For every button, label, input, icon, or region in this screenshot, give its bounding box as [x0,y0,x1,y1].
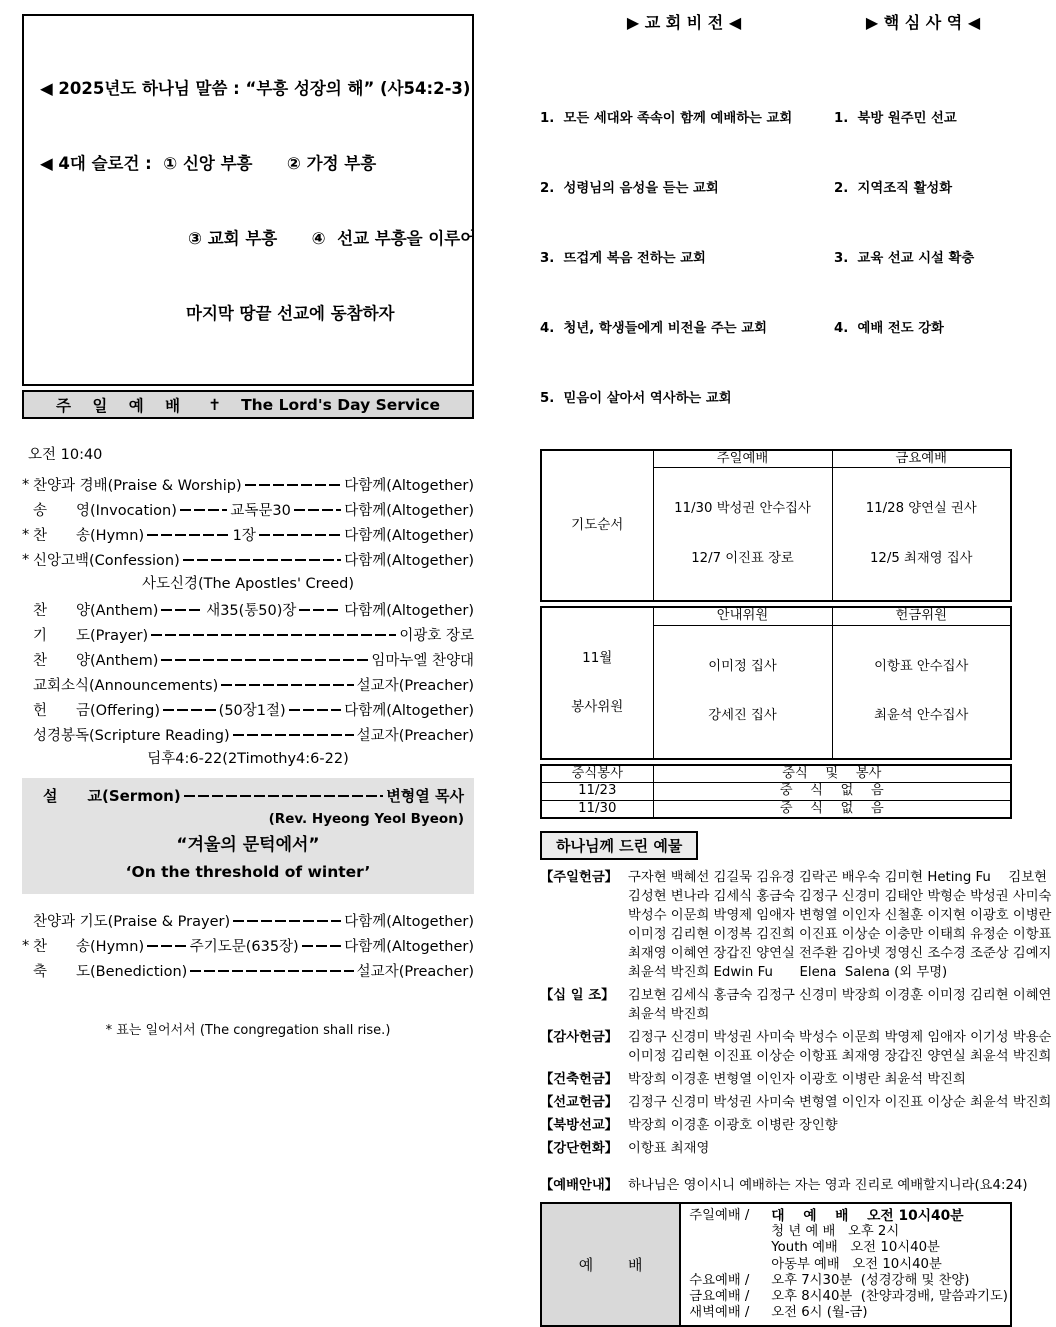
offering-category-label [540,963,628,982]
volunteer-label-text: 봉사위원 [571,699,624,716]
worship-order-part1 [22,472,474,572]
sermon-title-korean: “겨울의 문턱에서” [176,835,320,855]
bulletin-left-page [22,14,477,1038]
order-item-performer: 다함께(Altogether) [344,503,475,519]
dash-leader [161,609,203,611]
order-item-detail: 주기도문(635장) [189,939,299,955]
theme-line: ◀ 2025년도 하나님 말씀 : “부흥 성장의 해” (사54:2-3) [40,79,471,98]
usher-cell [653,625,832,759]
offering-names: 박장희 이경훈 변형열 이인자 이광호 이병란 최윤석 박진희 [628,1072,966,1087]
schedule-service-time: 오후 8시40분 (찬양과경배, 말씀과기도) [771,1289,1008,1305]
sunday-service-header: 주일예배 [653,450,832,468]
order-item-performer: 임마누엘 찬양대 [371,653,474,669]
worship-notice-label: 【예배안내】 [540,1178,618,1193]
year-theme-banner [22,14,477,386]
slogan-line: ③ 교회 부흥 ④ 선교 부흥을 이루어 [188,229,477,248]
offering-row [540,1005,1012,1024]
worship-order-row [22,547,474,572]
church-vision-list [540,40,828,443]
usher-line: 강세진 집사 [708,708,777,723]
offerings-section-title: 하나님께 드린 예물 [540,831,698,860]
friday-prayer-line: 11/28 양연실 권사 [865,501,977,516]
offering-names: 김성현 변나라 김세식 홍금숙 김정구 신경미 김태안 박형순 박성권 사미숙 [628,889,1052,904]
schedule-service-name [689,1224,771,1240]
offering-category-label [540,925,628,944]
core-ministry-list [834,40,1012,373]
lunch-service-table [540,764,1012,820]
vision-item: 1. 모든 세대와 족속이 함께 예배하는 교회 [540,111,793,126]
offering-category-label: 【십 일 조】 [540,988,615,1003]
offering-category-label [540,944,628,963]
offering-row [540,963,1012,982]
offering-row [540,1116,1012,1135]
offering-category-label: 【주일헌금】 [540,870,618,885]
friday-prayer-line: 12/5 최재영 집사 [869,550,973,566]
dash-leader [180,509,227,511]
worship-order-row [22,908,474,933]
offering-category-label: 【감사헌금】 [540,1030,618,1045]
offering-category-label [540,1047,628,1066]
offering-names: 최윤석 박진희 [628,1007,710,1022]
rise-asterisk: * [22,937,30,954]
church-vision-column [540,10,828,443]
scripture-reference-line: 딤후4:6-22(2Timothy4:6-22) [147,751,349,767]
offering-names: 이미정 김리현 이정복 김진희 이진표 이상순 이충만 이태희 유정순 이항표 [628,927,1052,942]
offering-names: 이항표 최재영 [628,1141,710,1156]
schedule-body [681,1204,1010,1325]
order-item-performer: 다함께(Altogether) [344,478,474,494]
order-item-performer: 이광호 장로 [399,628,474,644]
offering-names: 김보현 김세식 홍금숙 김정구 신경미 박장희 이경훈 이미정 김리현 이혜연 [628,988,1052,1003]
worship-order-row [22,722,474,747]
order-item-performer: 다함께(Altogether) [344,914,474,930]
worship-notice [540,1174,1028,1193]
lunch-status: 중 식 없 음 [653,783,1011,801]
offering-names: 김정구 신경미 박성권 사미숙 박성수 이문희 박영제 임애자 이기성 박용순 [628,1030,1052,1045]
bulletin-right-page [540,10,1052,1327]
dash-leader [289,709,342,711]
offering-committee-header: 헌금위원 [832,607,1011,625]
offering-committee-line: 이항표 안수집사 [874,658,969,674]
offering-row [540,944,1052,963]
offering-committee-cell [832,625,1011,759]
order-item-performer: 설교자(Preacher) [356,678,474,694]
order-item-detail: 새35(통50)장 [206,603,297,619]
offering-row [540,1093,1052,1112]
order-item-label: 찬 양(Anthem) [33,603,159,619]
lunch-date: 11/23 [541,783,653,801]
dash-leader [183,559,342,561]
sermon-section [22,778,474,894]
worship-order-row [22,697,474,722]
dash-leader [190,970,353,972]
rise-asterisk: * [22,526,30,543]
order-item-performer: 설교자(Preacher) [356,964,474,980]
offering-row [540,925,1052,944]
order-item-label: 찬 양(Anthem) [33,653,159,669]
service-title-bar [22,390,474,419]
worship-order-part3 [22,908,474,983]
ministry-item: 1. 북방 원주민 선교 [834,111,957,126]
congregation-rise-footnote: * 표는 일어서서 (The congregation shall rise.) [105,1023,391,1038]
prayer-roster-table [540,449,1012,603]
schedule-service-name: 주일예배 / [689,1208,754,1223]
sunday-prayer-line: 11/30 박성권 안수집사 [674,501,811,516]
lunch-date: 11/30 [541,800,653,818]
core-ministry-column [828,10,1012,443]
schedule-service-name: 새벽예배 / [689,1305,754,1321]
offering-row [540,887,1052,906]
dash-leader [147,534,229,536]
worship-notice-text: 하나님은 영이시니 예배하는 자는 영과 진리로 예배할지니라(요4:24) [628,1178,1028,1193]
schedule-service-time: 대 예 배 오전 10시40분 [771,1208,964,1224]
schedule-service-name: 수요예배 / [689,1272,754,1288]
rise-asterisk: * [22,551,30,568]
service-schedule-table [540,1202,1012,1327]
dash-leader [151,634,396,636]
ministry-item: 4. 예배 전도 강화 [834,321,944,336]
order-item-label: 축 도(Benediction) [33,964,188,980]
vision-item: 5. 믿음이 살아서 역사하는 교회 [540,391,732,406]
dash-leader [147,945,187,947]
worship-order-row [22,522,474,547]
dash-leader [259,534,341,536]
schedule-service-name [689,1240,771,1256]
service-time: 오전 10:40 [28,447,103,463]
lunch-table-header: 중식 및 봉사 [653,765,1011,783]
offering-row [540,1028,1052,1047]
rise-asterisk: * [22,476,30,493]
usher-header: 안내위원 [653,607,832,625]
order-item-label: 찬양과 기도(Praise & Prayer) [33,914,231,930]
offering-names: 최윤석 박진희 Edwin Fu Elena Salena (외 무명) [628,965,948,980]
vision-item: 4. 청년, 학생들에게 비전을 주는 교회 [540,321,767,336]
dash-leader [245,484,342,486]
order-item-label: 찬 송(Hymn) [33,528,145,544]
dash-leader [233,920,341,922]
friday-service-header: 금요예배 [832,450,1011,468]
volunteer-label-month: 11월 [582,649,613,666]
offering-row [540,906,1052,925]
offering-category-label: 【건축헌금】 [540,1072,618,1087]
vision-ministry-columns [540,10,1012,443]
schedule-line [689,1240,1008,1256]
core-ministry-title: ▶ 핵 심 사 역 ◀ [865,13,981,32]
order-item-performer: 다함께(Altogether) [344,703,475,719]
schedule-line [689,1289,1008,1305]
order-item-detail: (50장1절) [218,703,286,719]
order-item-performer: 다함께(Altogether) [344,939,474,955]
schedule-service-name: 금요예배 / [689,1289,754,1305]
service-title-english: The Lord's Day Service [241,395,441,414]
schedule-service-name [689,1257,771,1273]
dash-leader [299,609,341,611]
order-item-performer: 다함께(Altogether) [344,528,475,544]
dash-leader [163,709,216,711]
order-item-label: 찬양과 경배(Praise & Worship) [33,478,242,494]
dash-leader [161,659,368,661]
church-vision-title: ▶ 교 회 비 전 ◀ [626,13,742,32]
order-item-performer: 다함께(Altogether) [344,553,474,569]
offering-names: 구자현 백혜선 김길묵 김유경 김락곤 배우숙 김미현 Heting Fu 김보현 [628,870,1047,885]
offering-category-label: 【선교헌금】 [540,1095,618,1110]
schedule-line [689,1273,1008,1289]
schedule-service-time: 아동부 예배 오전 10시40분 [771,1256,942,1272]
order-item-label: 송 영(Invocation) [33,503,177,519]
dash-leader [184,795,384,797]
worship-order-row [22,472,474,497]
order-item-label: 신앙고백(Confession) [33,553,180,569]
offering-names: 박장희 이경훈 이광호 이병란 장인향 [628,1118,838,1133]
worship-order-part2 [22,597,474,747]
slogan-line: ◀ 4대 슬로건 : ① 신앙 부흥 ② 가정 부흥 [40,154,377,173]
sunday-prayer-line: 12/7 이진표 장로 [691,550,794,566]
vision-item: 2. 성령님의 음성을 듣는 교회 [540,181,719,196]
offering-row [540,868,1047,887]
lunch-table-label: 중식봉사 [541,765,653,783]
schedule-service-time: 오후 7시30분 (성경강해 및 찬양) [771,1272,970,1288]
offering-category-label [540,1005,628,1024]
worship-order-row [22,622,474,647]
usher-line: 이미정 집사 [708,658,777,674]
apostles-creed-line: 사도신경(The Apostles' Creed) [141,576,355,592]
ministry-item: 2. 지역조직 활성화 [834,181,953,196]
offering-category-label [540,906,628,925]
order-item-label: 찬 송(Hymn) [33,939,145,955]
offering-category-label: 【북방선교】 [540,1118,618,1133]
lunch-status: 중 식 없 음 [653,800,1011,818]
sermon-row [32,783,464,808]
offering-category-label: 【강단헌화】 [540,1141,618,1156]
order-item-label: 교회소식(Announcements) [33,678,219,694]
offering-committee-line: 최윤석 안수집사 [874,708,969,723]
offering-names: 김정구 신경미 박성권 사미숙 변형열 이인자 이진표 이상순 최윤석 박진희 [628,1095,1052,1110]
dash-leader [221,684,353,686]
order-item-performer: 다함께(Altogether) [344,603,474,619]
schedule-label: 예 배 [542,1204,681,1325]
offering-names: 최재영 이혜연 장갑진 양연실 전주환 김아넷 정영신 조수경 조준상 김예지 [628,946,1052,961]
worship-order-row [22,933,474,958]
order-item-label: 기 도(Prayer) [33,628,149,644]
offering-category-label [540,887,628,906]
volunteer-table [540,606,1012,760]
worship-order-row [22,597,474,622]
schedule-service-time: 청 년 예 배 오후 2시 [771,1224,900,1240]
schedule-service-time: 오전 6시 (월-금) [771,1305,868,1321]
dash-leader [233,734,354,736]
vision-item: 3. 뜨겁게 복음 전하는 교회 [540,251,706,266]
slogan-line: 마지막 땅끝 선교에 동참하자 [186,304,395,323]
schedule-service-time: Youth 예배 오전 10시40분 [771,1240,940,1256]
order-item-label: 성경봉독(Scripture Reading) [33,728,230,744]
offering-names: 박성수 이문희 박영제 임애자 변형열 이인자 신철훈 이지현 이광호 이병란 [628,908,1052,923]
order-item-label: 헌 금(Offering) [33,703,161,719]
offering-row [540,1139,1012,1158]
offering-row [540,1047,1052,1066]
worship-order-row [22,672,474,697]
offering-row [540,986,1052,1005]
order-item-detail: 교독문30 [230,503,291,519]
service-title-korean: 주 일 예 배 [55,396,189,415]
dash-leader [294,509,341,511]
ministry-item: 3. 교육 선교 시설 확충 [834,251,975,266]
sermon-preacher: 변형열 목사 [386,787,464,805]
worship-order-row [22,497,474,522]
sermon-label: 설 교(Sermon) [43,787,181,805]
sunday-prayer-cell [653,468,832,602]
schedule-line [689,1305,1008,1321]
schedule-line [689,1224,1008,1240]
offering-row [540,1070,1012,1089]
schedule-line [689,1208,1008,1224]
order-item-detail: 1장 [232,528,256,544]
worship-order-row [22,958,474,983]
prayer-table-label: 기도순서 [541,450,653,602]
order-item-performer: 설교자(Preacher) [356,728,474,744]
volunteer-table-label [541,607,653,759]
sermon-title-english: ‘On the threshold of winter’ [125,863,371,881]
dash-leader [302,945,342,947]
worship-order-row [22,647,474,672]
friday-prayer-cell [832,468,1011,602]
sermon-preacher-english: (Rev. Hyeong Yeol Byeon) [268,811,464,827]
schedule-line [689,1257,1008,1273]
offering-names: 이미정 김리현 이진표 이상순 이항표 최재영 장갑진 양연실 최윤석 박진희 [628,1049,1052,1064]
offerings-list [540,868,1052,1158]
cross-icon: ✝ [208,395,222,414]
